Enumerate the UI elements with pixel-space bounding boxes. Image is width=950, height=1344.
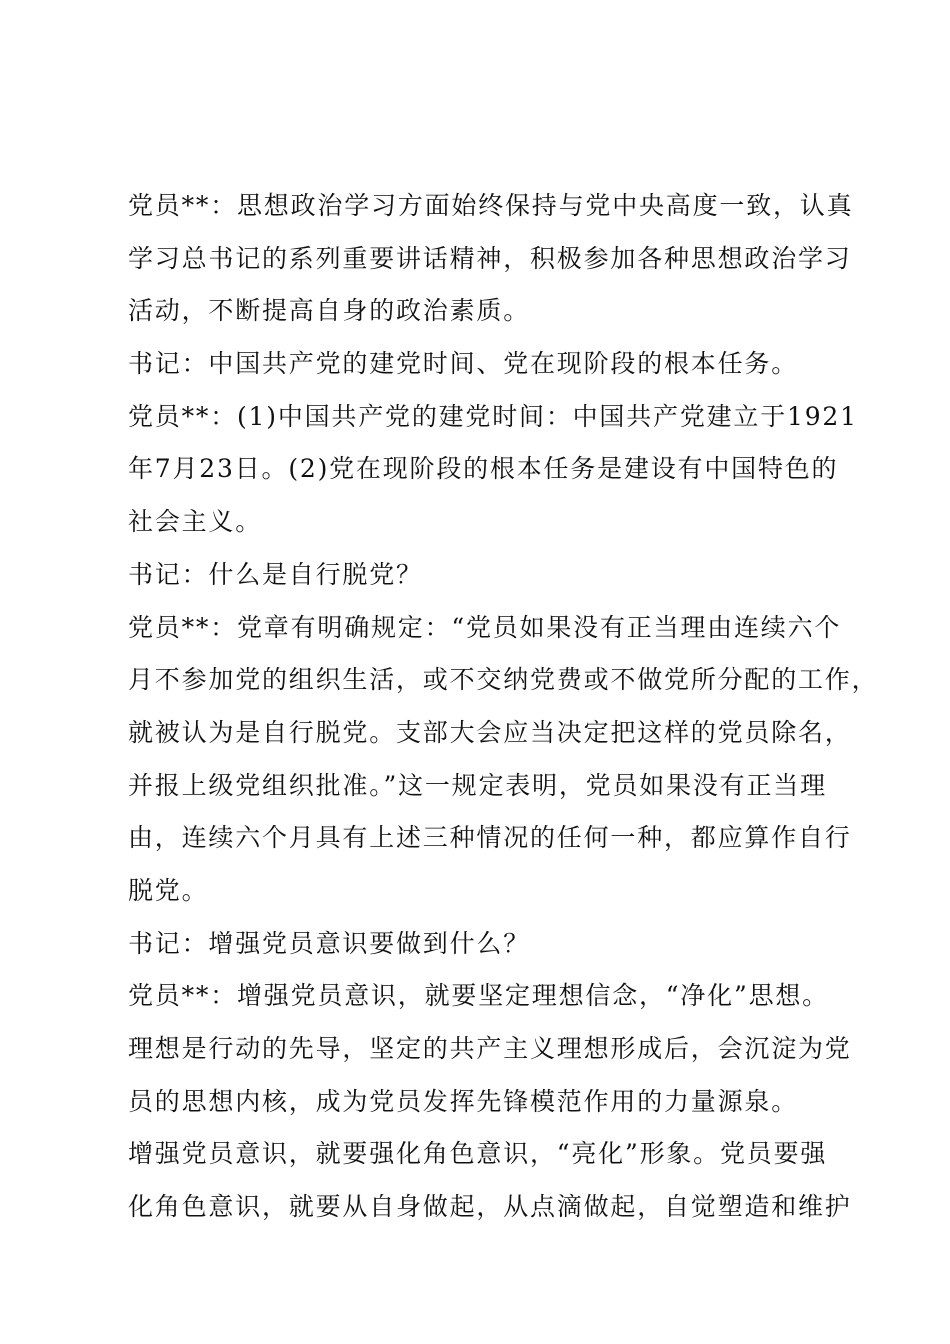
text-line: 员的思想内核，成为党员发挥先锋模范作用的力量源泉。: [128, 1086, 799, 1116]
text-line: 社会主义。: [128, 507, 263, 537]
text-line: 脱党。: [128, 875, 209, 905]
text-line: 书记：中国共产党的建党时间、党在现阶段的根本任务。: [128, 349, 799, 379]
question-founding-and-task: [128, 338, 828, 391]
text-line: 党员**：党章有明确规定：“党员如果没有正当理由连续六个: [128, 612, 842, 642]
text-line: 年7月23日。(2)党在现阶段的根本任务是建设有中国特色的: [128, 454, 839, 484]
document-body: [128, 180, 879, 1234]
text-line: 增强党员意识，就要强化角色意识，“亮化”形象。党员要强: [128, 1139, 828, 1169]
text-line: 党员**：思想政治学习方面始终保持与党中央高度一致，认真: [128, 191, 854, 220]
text-line: 并报上级党组织批准。”这一规定表明，党员如果没有正当理: [128, 770, 827, 800]
text-line: 党员**：(1)中国共产党的建党时间：中国共产党建立于1921: [128, 401, 858, 431]
question-party-awareness: [128, 918, 828, 971]
text-line: 党员**：增强党员意识，就要坚定理想信念，“净化”思想。: [128, 981, 829, 1011]
answer-political-study: [128, 180, 854, 338]
answer-party-awareness-role: [128, 1128, 852, 1233]
text-line: 月不参加党的组织生活，或不交纳党费或不做党所分配的工作，: [128, 665, 879, 695]
text-line: 由，连续六个月具有上述三种情况的任何一种，都应算作自行: [128, 823, 852, 853]
text-line: 化角色意识，就要从自身做起，从点滴做起，自觉塑造和维护: [128, 1192, 852, 1222]
text-line: 活动，不断提高自身的政治素质。: [128, 296, 531, 326]
text-line: 就被认为是自行脱党。支部大会应当决定把这样的党员除名，: [128, 717, 852, 747]
answer-founding-and-task: [128, 391, 858, 549]
text-line: 书记：增强党员意识要做到什么？: [128, 928, 531, 958]
text-line: 书记：什么是自行脱党？: [128, 559, 423, 589]
answer-self-withdrawal: [128, 602, 879, 918]
text-line: 理想是行动的先导，坚定的共产主义理想形成后，会沉淀为党: [128, 1034, 852, 1063]
text-line: 学习总书记的系列重要讲话精神，积极参加各种思想政治学习: [128, 243, 852, 273]
answer-party-awareness-ideals: [128, 970, 852, 1128]
question-self-withdrawal: [128, 549, 828, 602]
